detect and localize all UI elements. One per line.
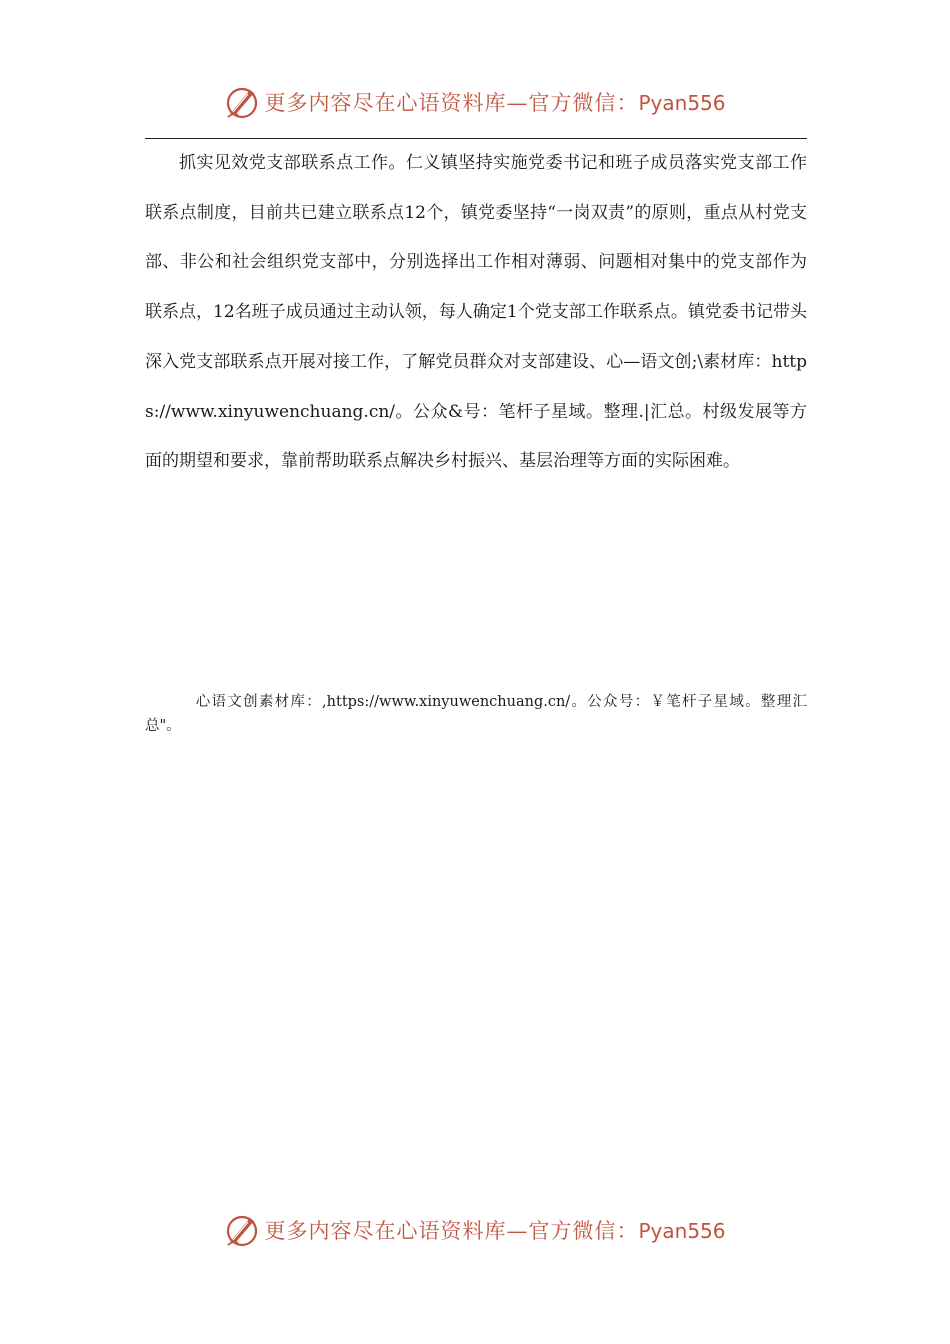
banner-text — [264, 87, 725, 117]
wechat-id: Pyan556 — [638, 1219, 726, 1243]
footnote: 心语文创素材库：,https://www.xinyuwenchuang.cn/。公众号：￥笔杆子星域。整理汇总"。 — [145, 694, 807, 734]
banner-slogan: 更多内容尽在心语资料库—官方微信： — [264, 1219, 639, 1243]
body-paragraph: 抓实见效党支部联系点工作。仁义镇坚持实施党委书记和班子成员落实党支部工作联系点制度，目前共已建立联系点12个，镇党委坚持“一岗双责”的原则，重点从村党支部、非公和社会组织党支部中，分别选择出工作相对薄弱、问题相对集中的党支部作为联系点，12名班子成员通过主动认领，每人确定1个党支部工作联系点。镇党委书记带头深入党支部联系点开展对接工作，了解党员群众对支部建设、心—语文创;\素材库：https://www.xinyuwenchuang.cn/。公众&号：笔杆子星域。整理.|汇总。村级发展等方面的期望和要求，靠前帮助联系点解决乡村振兴、基层治理等方面的实际困难。 — [145, 153, 807, 472]
wechat-id: Pyan556 — [638, 91, 726, 115]
banner-slogan: 更多内容尽在心语资料库—官方微信： — [264, 91, 639, 115]
banner-text — [264, 1215, 725, 1245]
footer-banner — [0, 1208, 950, 1252]
quill-pen-logo-icon — [224, 1212, 260, 1248]
header-banner — [0, 80, 950, 124]
quill-pen-logo-icon — [224, 84, 260, 120]
